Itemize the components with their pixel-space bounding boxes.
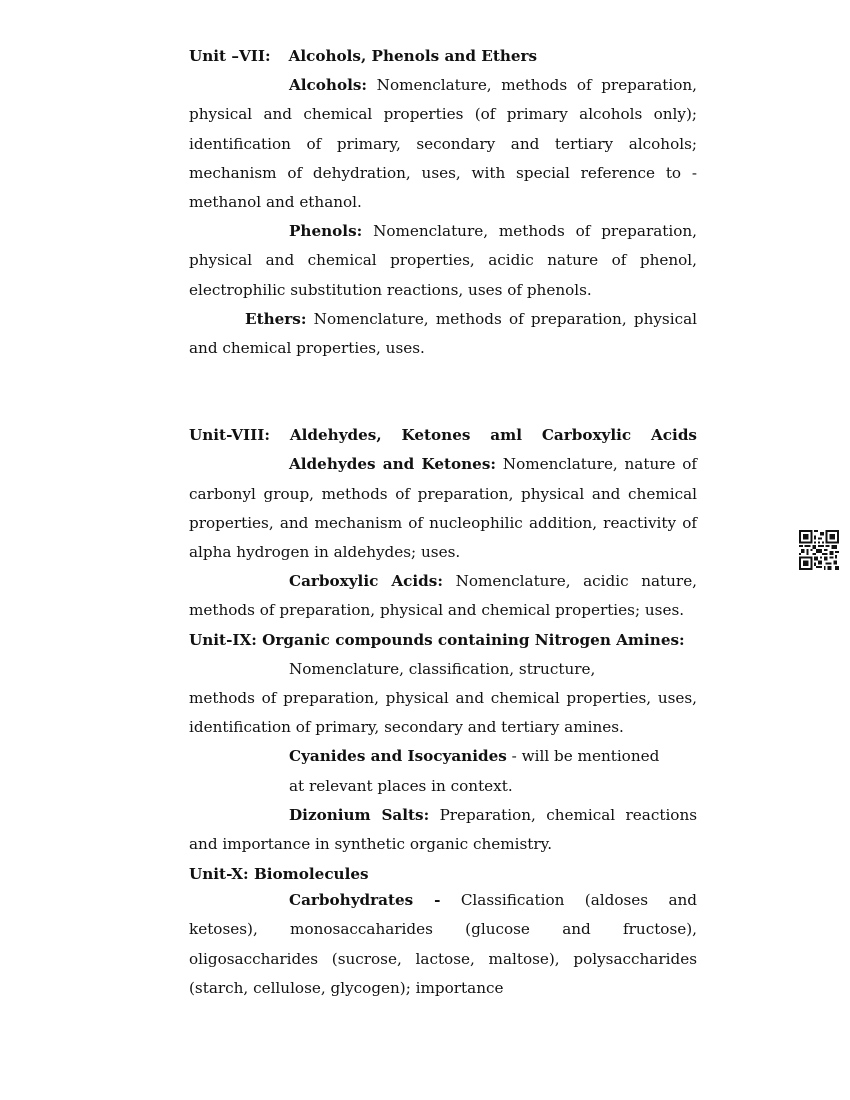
phenols-text: Nomenclature, methods of preparation, physical and chemical properties, acidic nature of phenol, electrophilic substitution reactions, uses of phenols. <box>189 222 697 299</box>
phenols-paragraph <box>189 217 697 305</box>
cyanides-heading: Cyanides and Isocyanides <box>289 747 507 766</box>
unit-7-title: Alcohols, Phenols and Ethers <box>288 47 538 65</box>
carboxylic-acids-paragraph <box>189 567 697 625</box>
ethers-text: Nomenclature, methods of preparation, physical and chemical properties, uses. <box>189 309 697 358</box>
alcohols-text: Nomenclature, methods of preparation, physical and chemical properties (of primary alcohols only); identification of primary, secondary and tertiary alcohols; mechanism of dehydration, uses, with special reference to - methanol and ethanol. <box>189 76 697 212</box>
cyanides-line <box>189 742 697 771</box>
unit-8-heading <box>189 421 697 450</box>
amines-line-1: Nomenclature, classification, structure, <box>289 659 596 678</box>
unit-8-title-word: Aldehydes, <box>289 426 382 445</box>
unit-10-heading <box>189 862 697 886</box>
carboxylic-acids-text: Nomenclature, acidic nature, methods of preparation, physical and chemical properties; uses. <box>189 572 698 620</box>
section-spacer <box>189 363 697 421</box>
carbohydrates-heading: Carbohydrates - <box>289 891 441 910</box>
cyanides-text: - will be mentioned <box>511 747 660 766</box>
unit-7-label: Unit –VII: <box>189 47 271 65</box>
ethers-heading: Ethers: <box>245 309 307 328</box>
alcohols-paragraph <box>189 71 697 217</box>
carbohydrates-paragraph <box>189 886 697 1003</box>
unit-8-title-word: aml <box>490 426 522 445</box>
aldehydes-ketones-heading: Aldehydes and Ketones: <box>289 455 497 474</box>
ethers-paragraph <box>189 305 697 363</box>
carboxylic-acids-heading: Carboxylic Acids: <box>289 572 443 591</box>
unit-9-heading <box>189 626 697 655</box>
diazonium-paragraph <box>189 801 697 859</box>
diazonium-heading: Dizonium Salts: <box>289 805 430 824</box>
qr-code-icon <box>799 530 839 570</box>
unit-8-label: Unit-VIII: <box>189 426 270 445</box>
amines-paragraph: methods of preparation, physical and chemical properties, uses, identification of primary, secondary and tertiary amines. <box>189 689 697 737</box>
unit-10-title: Unit-X: Biomolecules <box>189 865 369 884</box>
phenols-heading: Phenols: <box>289 222 363 241</box>
unit-8-title-word: Carboxylic <box>541 426 632 445</box>
unit-8-title-word: Acids <box>651 426 697 445</box>
cyanides-line-2: at relevant places in context. <box>289 776 513 795</box>
aldehydes-ketones-paragraph <box>189 450 697 567</box>
unit-7-heading <box>189 42 697 71</box>
syllabus-page <box>189 42 697 1003</box>
diazonium-text: Preparation, chemical reactions and importance in synthetic organic chemistry. <box>189 805 698 854</box>
unit-8-title-word: Ketones <box>401 426 471 445</box>
unit-9-title: Unit-IX: Organic compounds containing Nitrogen Amines: <box>189 630 685 649</box>
aldehydes-ketones-text: Nomenclature, nature of carbonyl group, methods of preparation, physical and chemical properties, and mechanism of nucleophilic addition, reactivity of alpha hydrogen in aldehydes; uses. <box>189 455 698 562</box>
carbohydrates-text: Classification (aldoses and ketoses), monosaccaharides (glucose and fructose), oligosaccharides (sucrose, lactose, maltose), polysaccharides (starch, cellulose, glycogen); importance <box>189 891 698 997</box>
alcohols-heading: Alcohols: <box>289 76 368 95</box>
